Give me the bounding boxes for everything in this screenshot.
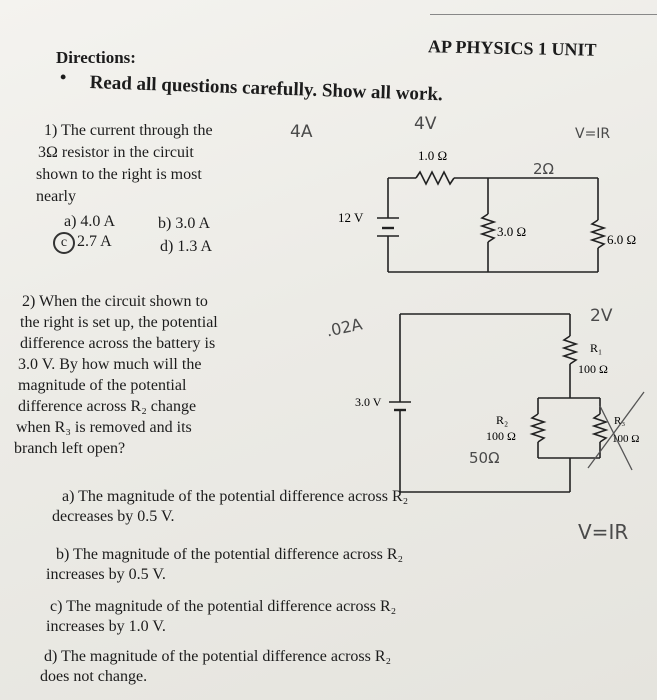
c1-r-right-label: 6.0 Ω [607, 232, 637, 247]
q2-choice-b-line1: b) The magnitude of the potential difference across R₂ [56, 546, 404, 563]
handwritten-2V: 2V [590, 306, 613, 326]
q2-choice-a[interactable] [62, 487, 408, 507]
c1-battery-label: 12 V [338, 210, 364, 225]
q2-line-8: branch left open? [14, 440, 126, 457]
circled-answer-c: c [53, 232, 75, 254]
c2-r3-value: 100 Ω [612, 433, 640, 445]
c2-r3-crossout-1 [588, 392, 644, 468]
q1-line-1: 1) The current through the [44, 122, 213, 139]
q1-choice-b[interactable]: b) 3.0 A [158, 215, 210, 232]
q1-choice-d[interactable]: d) 1.3 A [160, 238, 212, 255]
c2-resistor-r3 [594, 414, 606, 442]
c2-r1-value: 100 Ω [578, 362, 608, 376]
handwritten-4A: 4A [290, 122, 313, 142]
q2-choice-c-line2: increases by 1.0 V. [46, 618, 166, 635]
c2-r3-name: R₃ [614, 415, 626, 427]
c2-battery-label: 3.0 V [355, 395, 382, 409]
q2-choice-d-line2: does not change. [40, 668, 148, 685]
handwritten-v-ir-top: V=IR [575, 126, 611, 142]
handwritten-v-ir-bottom: V=IR [578, 520, 629, 544]
q2-choice-d[interactable] [44, 647, 391, 667]
c1-r-mid-label: 3.0 Ω [497, 224, 527, 239]
q2-choice-d-line1: d) The magnitude of the potential difference across R₂ [44, 648, 392, 665]
q1-choice-c-text: 2.7 A [77, 233, 112, 250]
q2-line-3: difference across the battery is [20, 335, 216, 352]
c2-resistor-r1 [564, 336, 576, 364]
c2-r1-name: R₁ [590, 341, 603, 355]
q2-choice-c-line1: c) The magnitude of the potential difference across R₂ [50, 598, 397, 615]
q2-choice-c[interactable] [50, 597, 396, 617]
q1-choice-a[interactable]: a) 4.0 A [64, 213, 116, 230]
directions-label: Directions: [56, 48, 136, 67]
q2-choice-a-line2: decreases by 0.5 V. [52, 508, 175, 525]
q2-choice-b[interactable] [56, 545, 403, 565]
bullet-dot: • [60, 67, 67, 87]
handwritten-2ohm: 2Ω [533, 160, 555, 178]
handwritten-02A: .02A [324, 314, 364, 341]
q2-line-6: difference across R₂ change [18, 398, 197, 415]
c2-resistor-r2 [532, 414, 544, 442]
q2-line-2: the right is set up, the potential [20, 314, 218, 331]
q2-line-5: magnitude of the potential [18, 377, 187, 394]
worksheet-title: AP PHYSICS 1 UNIT [427, 36, 597, 60]
directions-instruction: Read all questions carefully. Show all work. [89, 72, 444, 106]
q2-choice-a-line1: a) The magnitude of the potential difference across R₂ [62, 488, 409, 505]
handwritten-4V: 4V [414, 114, 437, 134]
q2-line-7: when R₃ is removed and its [16, 419, 192, 436]
q2-line-1: 2) When the circuit shown to [22, 293, 208, 310]
c2-r2-value: 100 Ω [486, 429, 516, 443]
c1-r-series-label: 1.0 Ω [418, 148, 448, 163]
q2-line-4: 3.0 V. By how much will the [18, 356, 202, 373]
q2-choice-b-line2: increases by 0.5 V. [46, 566, 166, 583]
handwritten-50ohm: 50Ω [469, 449, 500, 467]
q1-line-2: 3Ω resistor in the circuit [38, 144, 194, 161]
q1-line-3: shown to the right is most [36, 166, 202, 183]
c2-r2-name: R₂ [496, 413, 509, 427]
q1-line-4: nearly [36, 188, 76, 205]
